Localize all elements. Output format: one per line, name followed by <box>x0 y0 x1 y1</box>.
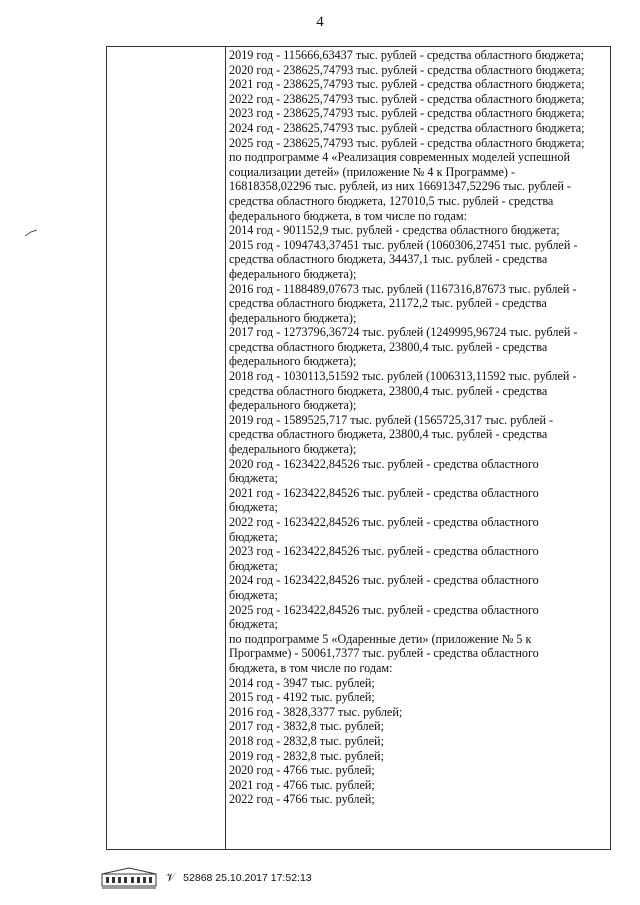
text-line: средства областного бюджета, 23800,4 тыс. рублей - средства <box>229 427 548 442</box>
text-line: 2020 год - 1623422,84526 тыс. рублей - средства областного <box>229 456 539 471</box>
text-line: 2022 год - 238625,74793 тыс. рублей - средства областного бюджета; <box>229 91 585 106</box>
text-line: 2017 год - 1273796,36724 тыс. рублей (1249995,96724 тыс. рублей - <box>229 325 578 340</box>
text-line: бюджета; <box>229 529 278 544</box>
text-line: бюджета; <box>229 587 278 602</box>
text-line: 2015 год - 1094743,37451 тыс. рублей (1060306,27451 тыс. рублей - <box>229 237 578 252</box>
text-line: 2016 год - 3828,3377 тыс. рублей; <box>229 704 403 719</box>
text-line: 2018 год - 1030113,51592 тыс. рублей (1006313,11592 тыс. рублей - <box>229 369 577 384</box>
text-line: 2024 год - 1623422,84526 тыс. рублей - средства областного <box>229 573 539 588</box>
document-footer <box>100 866 312 890</box>
text-line: 2019 год - 115666,63437 тыс. рублей - средства областного бюджета; <box>229 48 585 62</box>
content-table <box>106 46 611 850</box>
text-line: федерального бюджета); <box>229 398 357 413</box>
text-line: 2014 год - 901152,9 тыс. рублей - средства областного бюджета; <box>229 223 560 238</box>
text-line: 2025 год - 1623422,84526 тыс. рублей - средства областного <box>229 602 539 617</box>
text-line: федерального бюджета); <box>229 442 357 457</box>
text-line: 2025 год - 238625,74793 тыс. рублей - средства областного бюджета; <box>229 135 585 150</box>
table-right-column <box>226 47 610 849</box>
text-line: 2021 год - 1623422,84526 тыс. рублей - средства областного <box>229 485 539 500</box>
text-line: федерального бюджета); <box>229 266 357 281</box>
text-line: 2018 год - 2832,8 тыс. рублей; <box>229 733 384 748</box>
text-line: 2024 год - 238625,74793 тыс. рублей - средства областного бюджета; <box>229 120 585 135</box>
footer-stamp-mark: 𝒱 <box>166 871 176 884</box>
text-line: 2022 год - 4766 тыс. рублей; <box>229 792 375 807</box>
stray-pen-mark <box>24 228 38 238</box>
text-line: социализации детей» (приложение № 4 к Программе) - <box>229 164 516 179</box>
text-line: 2023 год - 238625,74793 тыс. рублей - средства областного бюджета; <box>229 106 585 121</box>
text-line: по подпрограмме 5 «Одаренные дети» (приложение № 5 к <box>229 631 532 646</box>
text-line: федерального бюджета); <box>229 354 357 369</box>
text-line: 2015 год - 4192 тыс. рублей; <box>229 690 375 705</box>
table-left-column <box>107 47 226 849</box>
text-line: средства областного бюджета, 127010,5 тыс. рублей - средства <box>229 193 554 208</box>
text-line: по подпрограмме 4 «Реализация современных моделей успешной <box>229 150 571 165</box>
text-line: федерального бюджета); <box>229 310 357 325</box>
text-line: Программе) - 50061,7377 тыс. рублей - средства областного <box>229 646 539 661</box>
page-number: 4 <box>316 14 324 30</box>
text-line: 16818358,02296 тыс. рублей, из них 16691347,52296 тыс. рублей - <box>229 179 571 194</box>
text-line: 2019 год - 2832,8 тыс. рублей; <box>229 748 384 763</box>
text-line: средства областного бюджета, 23800,4 тыс. рублей - средства <box>229 383 548 398</box>
text-line: средства областного бюджета, 34437,1 тыс. рублей - средства <box>229 252 548 267</box>
text-line: федерального бюджета, в том числе по годам: <box>229 208 467 223</box>
text-line: 2016 год - 1188489,07673 тыс. рублей (1167316,87673 тыс. рублей - <box>229 281 577 296</box>
text-line: бюджета; <box>229 617 278 632</box>
text-line: бюджета; <box>229 471 278 486</box>
text-line: средства областного бюджета, 23800,4 тыс. рублей - средства <box>229 339 548 354</box>
text-line: 2023 год - 1623422,84526 тыс. рублей - средства областного <box>229 544 539 559</box>
text-line: 2020 год - 238625,74793 тыс. рублей - средства областного бюджета; <box>229 62 585 77</box>
text-line: 2020 год - 4766 тыс. рублей; <box>229 763 375 778</box>
footer-registration-text: 52868 25.10.2017 17:52:13 <box>183 872 312 884</box>
text-line: бюджета; <box>229 500 278 515</box>
text-line: средства областного бюджета, 21172,2 тыс. рублей - средства <box>229 296 547 311</box>
text-line: 2014 год - 3947 тыс. рублей; <box>229 675 375 690</box>
building-logo-icon <box>100 866 158 890</box>
text-line: 2017 год - 3832,8 тыс. рублей; <box>229 719 384 734</box>
text-line: 2022 год - 1623422,84526 тыс. рублей - средства областного <box>229 515 539 529</box>
text-line: 2019 год - 1589525,717 тыс. рублей (1565725,317 тыс. рублей - <box>229 412 554 427</box>
text-line: бюджета; <box>229 558 278 573</box>
text-line: 2021 год - 238625,74793 тыс. рублей - средства областного бюджета; <box>229 77 585 92</box>
text-line: бюджета, в том числе по годам: <box>229 660 393 675</box>
text-line: 2021 год - 4766 тыс. рублей; <box>229 777 375 792</box>
